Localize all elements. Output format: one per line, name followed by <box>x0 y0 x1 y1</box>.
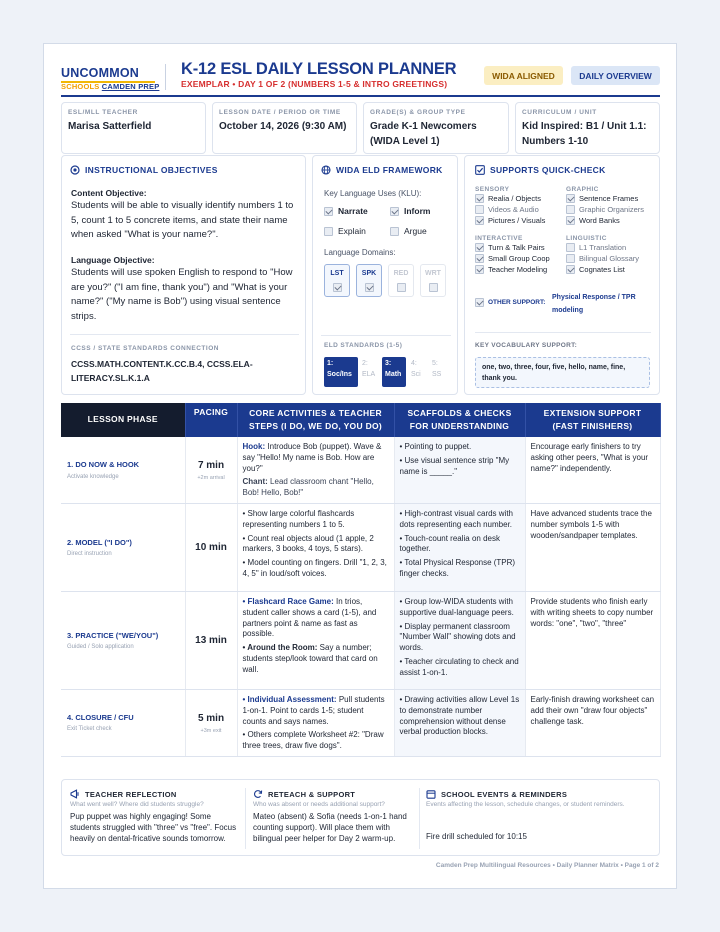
phase-sub: Direct instruction <box>67 551 112 557</box>
wida-title: WIDA ELD FRAMEWORK <box>336 165 443 175</box>
phase-name: 1. DO NOW & HOOK <box>67 460 140 470</box>
checklist-icon <box>475 165 485 175</box>
checkbox-icon <box>397 283 406 292</box>
curriculum-unit[interactable]: Kid Inspired: B1 / Unit 1.1: Numbers 1-10 <box>522 121 647 147</box>
klu-label: Key Language Uses (KLU): <box>324 189 422 198</box>
table-row <box>61 503 660 591</box>
table-header-row <box>61 403 660 437</box>
extension[interactable]: Have advanced students trace the number symbols 1-5 with wooden/sandpaper templates. <box>525 503 660 591</box>
logo-uncommon: UNCOMMON <box>61 66 139 80</box>
scaffolds[interactable]: • High-contrast visual cards with dots representing each number. • Touch-count realia on desk together. • Total Physical Response (TPR) finger checks. <box>394 503 525 591</box>
other-support-row[interactable]: OTHER SUPPORT: <box>475 298 545 307</box>
checkbox-icon <box>566 205 575 214</box>
checkbox-icon <box>566 243 575 252</box>
objectives-card <box>61 155 306 395</box>
phase-name: 4. CLOSURE / CFU <box>67 713 134 723</box>
teacher-card: ESL/MLL TEACHER Marisa Satterfield <box>61 102 206 154</box>
klu-narrate[interactable]: Narrate <box>324 206 368 216</box>
checkbox-icon <box>333 283 342 292</box>
domains-label: Language Domains: <box>324 248 396 257</box>
eld-4[interactable]: 4: Sci <box>411 360 421 378</box>
extension[interactable]: Provide students who finish early with writing sheets to copy number words: "one", "two", "three" <box>525 591 660 689</box>
school-events[interactable]: SCHOOL EVENTS & REMINDERS Events affecting the lesson, schedule changes, or student reminders. Fire drill scheduled for 10:15 <box>426 789 625 841</box>
support-group-linguistic: LINGUISTIC L1 Translation Bilingual Glossary Cognates List <box>566 235 658 275</box>
page-title: K-12 ESL DAILY LESSON PLANNER <box>181 60 457 78</box>
supports-title: SUPPORTS QUICK-CHECK <box>490 165 606 175</box>
support-l1-translation[interactable]: L1 Translation <box>566 242 658 253</box>
eld-label: ELD STANDARDS (1-5) <box>324 342 403 349</box>
page-subtitle: EXEMPLAR • DAY 1 OF 2 (NUMBERS 1-5 & INTRO GREETINGS) <box>181 79 448 89</box>
phase-sub: Activate knowledge <box>67 473 119 480</box>
ccss-text[interactable]: CCSS.MATH.CONTENT.K.CC.B.4, CCSS.ELA-LITERACY.SL.K.1.A <box>71 359 253 383</box>
core-activities[interactable]: • Show large colorful flashcards representing numbers 1 to 5. • Count real objects aloud (1 apple, 2 markers, 3 books, 4 toys, 5 stars). • Model counting on fingers. Drill "1, 2, 3, 4, 5" in loud/soft voices. <box>237 503 394 591</box>
checkbox-icon <box>475 265 484 274</box>
support-cognates[interactable]: Cognates List <box>566 264 658 275</box>
pacing-sub: +3m exit <box>200 727 222 734</box>
notes-section <box>61 779 660 856</box>
ccss-label: CCSS / STATE STANDARDS CONNECTION <box>71 345 219 352</box>
supports-card <box>464 155 660 395</box>
checkbox-icon <box>566 254 575 263</box>
pacing[interactable]: 10 min <box>195 542 227 554</box>
core-activities[interactable]: • Individual Assessment: Pull students 1-on-1. Point to cards 1-5; student counts and says names. • Others complete Worksheet #2: "Draw three trees, draw five dogs". <box>237 689 394 756</box>
checkbox-icon <box>475 216 484 225</box>
klu-inform[interactable]: Inform <box>390 206 430 216</box>
checkbox-icon <box>475 254 484 263</box>
domains-row <box>324 264 454 300</box>
extension[interactable]: Encourage early finishers to try asking other peers, "What is your name?" independently. <box>525 437 660 503</box>
curriculum-card: CURRICULUM / UNIT Kid Inspired: B1 / Unit 1.1: Numbers 1-10 <box>515 102 660 154</box>
support-turn-talk[interactable]: Turn & Talk Pairs <box>475 242 563 253</box>
lesson-date[interactable]: October 14, 2026 (9:30 AM) <box>219 121 347 132</box>
domain-speaking[interactable]: SPK <box>356 264 382 297</box>
date-card: LESSON DATE / PERIOD OR TIME October 14, 2026 (9:30 AM) <box>212 102 357 154</box>
globe-icon <box>321 165 331 175</box>
checkbox-icon <box>566 194 575 203</box>
pacing-sub: +2m arrival <box>197 474 225 481</box>
support-group-sensory: SENSORY Realia / Objects Videos & Audio Pictures / Visuals <box>475 186 563 226</box>
support-group-interactive: INTERACTIVE Turn & Talk Pairs Small Group Coop Teacher Modeling <box>475 235 563 275</box>
checkbox-icon <box>566 216 575 225</box>
pacing[interactable]: 13 min <box>195 635 227 647</box>
col-header-scaffolds: SCAFFOLDS & CHECKS FOR UNDERSTANDING <box>394 403 525 437</box>
table-row <box>61 689 660 756</box>
lesson-table <box>61 403 661 757</box>
checkbox-icon <box>324 207 333 216</box>
daily-overview-badge: DAILY OVERVIEW <box>571 66 660 85</box>
checkbox-icon <box>475 205 484 214</box>
checkbox-icon <box>566 265 575 274</box>
pacing[interactable]: 5 min <box>197 713 225 725</box>
support-word-banks[interactable]: Word Banks <box>566 215 658 226</box>
checkbox-icon <box>475 243 484 252</box>
eld-standards-row <box>324 357 454 389</box>
calendar-icon <box>426 789 436 799</box>
vocab-label: KEY VOCABULARY SUPPORT: <box>475 342 578 349</box>
checkbox-icon <box>475 194 484 203</box>
checkbox-icon <box>429 283 438 292</box>
language-objective-label: Language Objective: <box>71 255 155 265</box>
checkbox-icon <box>365 283 374 292</box>
col-header-extension: EXTENSION SUPPORT (FAST FINISHERS) <box>525 403 660 437</box>
domain-listening[interactable]: LST <box>324 264 350 297</box>
klu-argue[interactable]: Argue <box>390 226 427 236</box>
wida-aligned-badge: WIDA ALIGNED <box>484 66 563 85</box>
col-header-core: CORE ACTIVITIES & TEACHER STEPS (I DO, WE DO, YOU DO) <box>237 403 394 437</box>
support-pictures[interactable]: Pictures / Visuals <box>475 215 563 226</box>
domain-reading[interactable]: RED <box>388 264 414 297</box>
reteach-support[interactable]: RETEACH & SUPPORT Who was absent or needs additional support? Mateo (absent) & Sofia (needs 1-on-1 hand counting support). Will place them with bilingual peer helper for Day 2 warm-up. <box>253 789 407 843</box>
eld-5[interactable]: 5: SS <box>432 360 442 378</box>
table-row <box>61 591 660 689</box>
table-row <box>61 437 660 503</box>
phase-name: 2. MODEL ("I DO") <box>67 537 132 547</box>
support-bilingual-glossary[interactable]: Bilingual Glossary <box>566 253 658 264</box>
support-videos[interactable]: Videos & Audio <box>475 204 563 215</box>
header-divider <box>165 64 166 90</box>
content-objective-text[interactable]: Students will be able to visually identify numbers 1 to 5, count 1 to 5 concrete items, and state their name when asked "What is your name?". <box>71 200 294 241</box>
col-header-pacing: PACING <box>185 403 237 437</box>
col-header-phase: LESSON PHASE <box>61 403 185 437</box>
other-support-value[interactable]: Physical Response / TPR modeling <box>552 294 636 314</box>
grade-card: GRADE(S) & GROUP TYPE Grade K-1 Newcomers (WIDA Level 1) <box>363 102 509 154</box>
teacher-name[interactable]: Marisa Satterfield <box>68 121 152 132</box>
vocab-box[interactable]: one, two, three, four, five, hello, name, fine, thank you. <box>475 357 650 388</box>
target-icon <box>70 165 80 175</box>
refresh-icon <box>253 789 263 799</box>
lesson-planner-page <box>43 43 677 889</box>
checkbox-icon <box>475 298 484 307</box>
header-rule <box>61 95 660 97</box>
pacing[interactable]: 7 min <box>197 460 225 472</box>
teacher-reflection[interactable]: TEACHER REFLECTION What went well? Where did students struggle? Pup puppet was highly engaging! Some students struggled with "three" vs "free". Focus heavily on dental-fricative sounds tomorrow. <box>70 789 237 843</box>
checkbox-icon <box>390 227 399 236</box>
support-graphic-organizers[interactable]: Graphic Organizers <box>566 204 658 215</box>
checkbox-icon <box>390 207 399 216</box>
logo-schools: SCHOOLS CAMDEN PREP <box>61 82 160 91</box>
wida-card <box>312 155 458 395</box>
support-group-graphic: GRAPHIC Sentence Frames Graphic Organizers Word Banks <box>566 186 658 226</box>
klu-explain[interactable]: Explain <box>324 226 366 236</box>
phase-sub: Guided / Solo application <box>67 644 134 650</box>
language-objective-text[interactable]: Students will use spoken English to respond to "How are you?" ("I am fine, thank you") and "What is your name?" ("My name is Bob") using visual sentence strips. <box>71 267 293 323</box>
support-small-group[interactable]: Small Group Coop <box>475 253 563 264</box>
core-activities[interactable]: • Flashcard Race Game: In trios, student caller shows a card (1-5), and partners point & name as fast as possible. • Around the Room: Say a number; students step/look toward that card on wall. <box>237 591 394 689</box>
extension[interactable]: Early-finish drawing worksheet can add their own "draw four objects" challenge task. <box>525 689 660 756</box>
support-sentence-frames[interactable]: Sentence Frames <box>566 193 658 204</box>
eld-1[interactable]: 1: Soc/Ins <box>324 357 358 387</box>
phase-name: 3. PRACTICE ("WE/YOU") <box>67 630 159 640</box>
page-footer: Camden Prep Multilingual Resources • Daily Planner Matrix • Page 1 of 2 <box>435 862 659 869</box>
grade-group[interactable]: Grade K-1 Newcomers (WIDA Level 1) <box>370 121 477 147</box>
scaffolds[interactable]: • Drawing activities allow Level 1s to demonstrate number comprehension without dense verbal production blocks. <box>394 689 525 756</box>
support-teacher-modeling[interactable]: Teacher Modeling <box>475 264 563 275</box>
scaffolds[interactable]: • Group low-WIDA students with supportive dual-language peers. • Display permanent classroom "Number Wall" showing dots and words. • Teacher circulating to check and assist 1-on-1. <box>394 591 525 689</box>
scaffolds[interactable]: • Pointing to puppet. • Use visual sentence strip "My name is _____." <box>394 437 525 503</box>
core-activities[interactable]: Hook: Introduce Bob (puppet). Wave & say "Hello! My name is Bob. How are you?" Chant: Lead classroom chant "Hello, Bob! Hello, Bob!" <box>237 437 394 503</box>
checkbox-icon <box>324 227 333 236</box>
objectives-title: INSTRUCTIONAL OBJECTIVES <box>85 165 218 175</box>
eld-2[interactable]: 2: ELA <box>362 360 376 378</box>
content-objective-label: Content Objective: <box>71 188 147 198</box>
support-realia[interactable]: Realia / Objects <box>475 193 563 204</box>
reflection-icon <box>70 789 80 799</box>
domain-writing[interactable]: WRT <box>420 264 446 297</box>
phase-sub: Exit Ticket check <box>67 726 112 733</box>
eld-3[interactable]: 3: Math <box>382 357 406 387</box>
